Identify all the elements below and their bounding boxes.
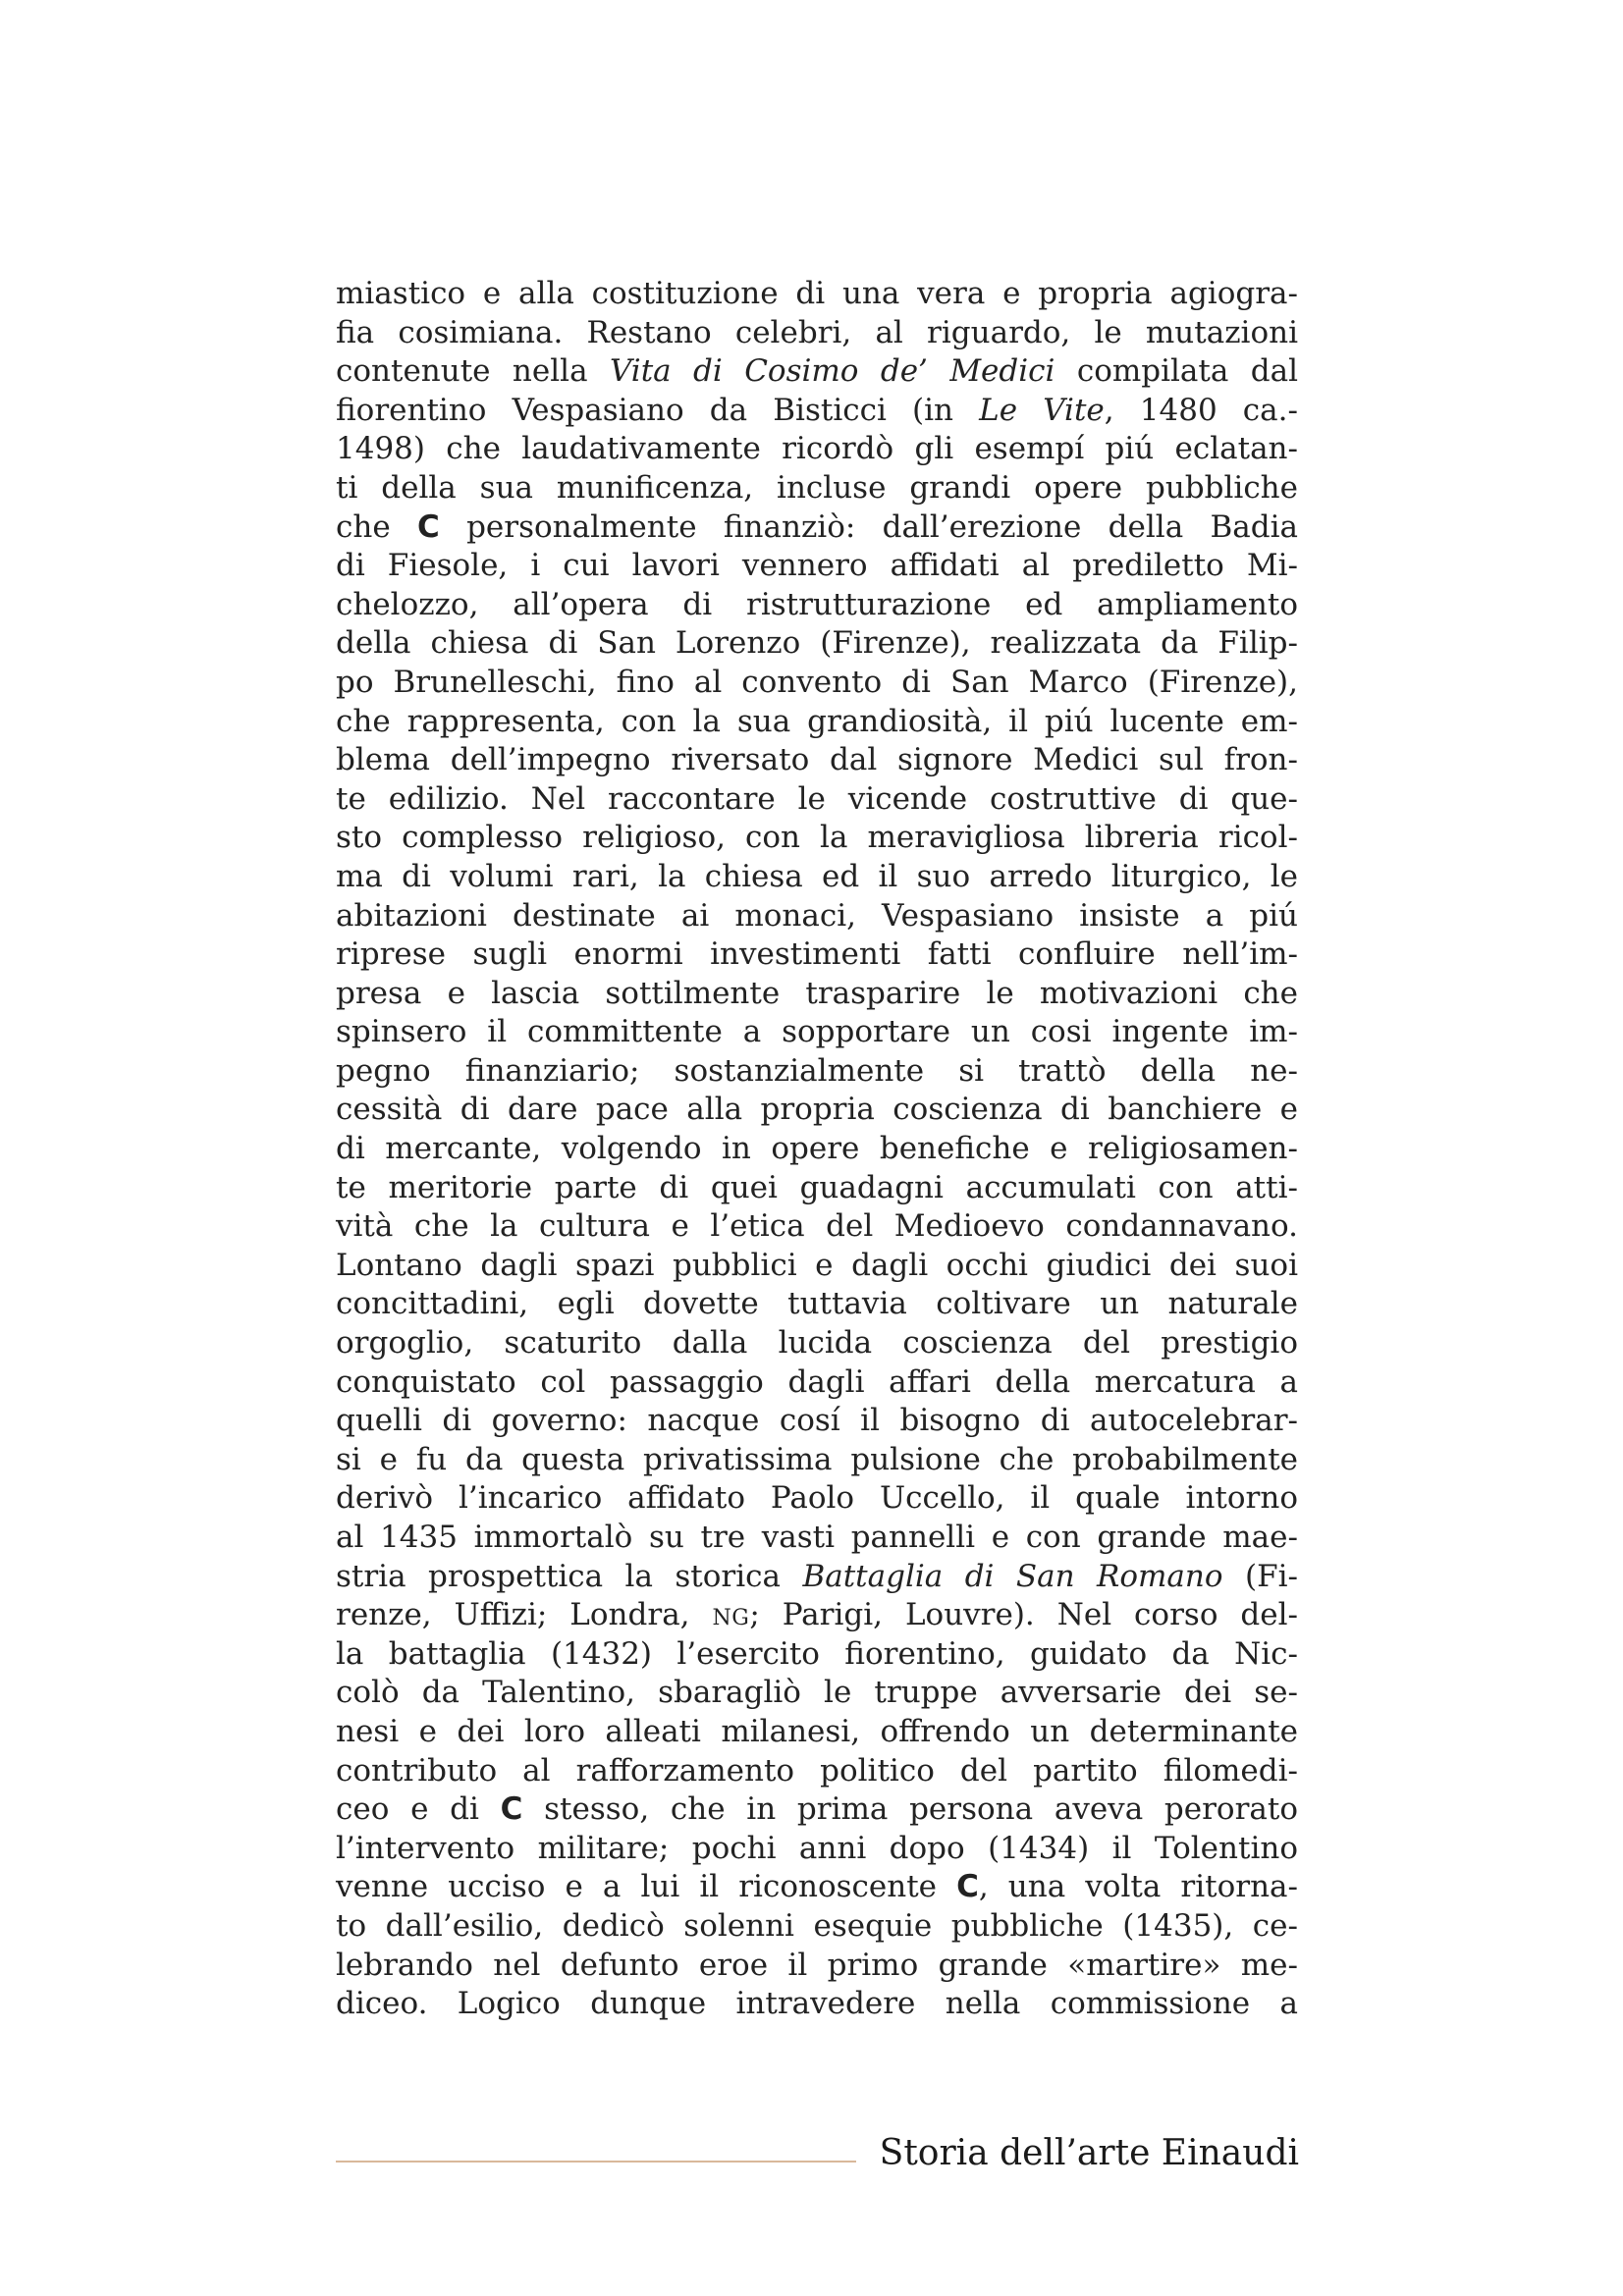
text-run: vità che la cultura e l’etica del Medioevo condannavano. bbox=[336, 1208, 1298, 1245]
text-run: ti della sua munificenza, incluse grandi opere pubbliche bbox=[336, 469, 1298, 506]
text-run: Lontano dagli spazi pubblici e dagli occhi giudici dei suoi bbox=[336, 1247, 1298, 1283]
text-run: personalmente finanziò: dall’erezione della Badia bbox=[439, 508, 1298, 545]
italic-title: Battaglia di San Romano bbox=[802, 1558, 1223, 1594]
text-line bbox=[336, 1596, 1298, 1635]
text-line bbox=[336, 1207, 1298, 1247]
text-line bbox=[336, 1790, 1298, 1830]
footer-rule bbox=[336, 2161, 856, 2163]
text-run: venne ucciso e a lui il riconoscente bbox=[336, 1869, 957, 1905]
text-run: riprese sugli enormi investimenti fatti confluire nell’im- bbox=[336, 936, 1298, 973]
text-line bbox=[336, 275, 1298, 314]
text-line bbox=[336, 1169, 1298, 1208]
text-line bbox=[336, 1324, 1298, 1363]
text-line bbox=[336, 1635, 1298, 1675]
text-run: renze, Uffizi; Londra, bbox=[336, 1597, 713, 1633]
text-line bbox=[336, 1363, 1298, 1403]
text-line bbox=[336, 975, 1298, 1014]
text-line bbox=[336, 1130, 1298, 1169]
text-run: conquistato col passaggio dagli affari della mercatura a bbox=[336, 1363, 1298, 1400]
text-run: lebrando nel defunto eroe il primo grande «martire» me- bbox=[336, 1947, 1298, 1983]
text-line bbox=[336, 741, 1298, 780]
text-run: po Brunelleschi, fino al convento di San Marco (Firenze), bbox=[336, 664, 1298, 700]
text-run: miastico e alla costituzione di una vera e propria agiogra- bbox=[336, 276, 1298, 311]
text-run: fiorentino Vespasiano da Bisticci (in bbox=[336, 392, 980, 428]
italic-title: Le Vite bbox=[979, 392, 1105, 428]
text-run: colò da Talentino, sbaragliò le truppe avversarie dei se- bbox=[336, 1675, 1298, 1711]
text-line bbox=[336, 1519, 1298, 1558]
text-run: di Fiesole, i cui lavori vennero affidati al prediletto Mi- bbox=[336, 548, 1298, 584]
text-line bbox=[336, 1479, 1298, 1519]
text-run: fia cosimiana. Restano celebri, al riguardo, le mutazioni bbox=[336, 314, 1298, 350]
text-run: te meritorie parte di quei guadagni accumulati con atti- bbox=[336, 1169, 1298, 1205]
text-run: quelli di governo: nacque cosí il bisogno di autocelebrar- bbox=[336, 1403, 1298, 1439]
text-run: (Fi- bbox=[1222, 1558, 1298, 1594]
text-line bbox=[336, 780, 1298, 820]
text-run: abitazioni destinate ai monaci, Vespasiano insiste a piú bbox=[336, 897, 1298, 934]
footer-series-title: Storia dell’arte Einaudi bbox=[879, 2133, 1299, 2173]
text-line bbox=[336, 664, 1298, 703]
text-line bbox=[336, 624, 1298, 664]
text-run: orgoglio, scaturito dalla lucida coscienza del prestigio bbox=[336, 1325, 1298, 1362]
text-line bbox=[336, 703, 1298, 742]
text-run: che rappresenta, con la sua grandiosità, il piú lucente em- bbox=[336, 703, 1298, 739]
text-run: , 1480 ca.- bbox=[1104, 392, 1298, 428]
text-line bbox=[336, 1830, 1298, 1869]
text-run: concittadini, egli dovette tuttavia coltivare un naturale bbox=[336, 1286, 1298, 1322]
text-line bbox=[336, 1907, 1298, 1947]
text-line bbox=[336, 1947, 1298, 1986]
text-line bbox=[336, 1713, 1298, 1752]
text-line bbox=[336, 1402, 1298, 1441]
text-run: contenute nella bbox=[336, 353, 610, 390]
text-line bbox=[336, 858, 1298, 897]
text-run: la battaglia (1432) l’esercito fiorentino, guidato da Nic- bbox=[336, 1635, 1298, 1672]
text-run: al 1435 immortalò su tre vasti pannelli e con grande mae- bbox=[336, 1520, 1298, 1555]
text-line bbox=[336, 547, 1298, 586]
text-line bbox=[336, 1441, 1298, 1480]
text-run: pegno finanziario; sostanzialmente si trattò della ne- bbox=[336, 1052, 1298, 1089]
text-run: l’intervento militare; pochi anni dopo (1434) il Tolentino bbox=[336, 1830, 1298, 1866]
text-run: blema dell’impegno riversato dal signore Medici sul fron- bbox=[336, 742, 1298, 778]
text-run: stesso, che in prima persona aveva perorato bbox=[522, 1791, 1298, 1828]
text-line bbox=[336, 1674, 1298, 1713]
text-run: , una volta ritorna- bbox=[978, 1869, 1298, 1905]
text-line bbox=[336, 1013, 1298, 1052]
text-run: che bbox=[336, 508, 417, 545]
text-run: nesi e dei loro alleati milanesi, offrendo un determinante bbox=[336, 1713, 1298, 1749]
text-run: contributo al rafforzamento politico del partito filomedi- bbox=[336, 1752, 1298, 1789]
text-line bbox=[336, 430, 1298, 469]
text-line bbox=[336, 469, 1298, 508]
text-line bbox=[336, 1985, 1298, 2024]
text-line bbox=[336, 897, 1298, 936]
text-line bbox=[336, 352, 1298, 392]
text-line bbox=[336, 935, 1298, 975]
text-line bbox=[336, 1752, 1298, 1791]
text-run: sto complesso religioso, con la meravigliosa libreria ricol- bbox=[336, 820, 1298, 856]
bold-initial: C bbox=[956, 1869, 979, 1905]
body-text bbox=[336, 275, 1298, 2024]
text-run: di mercante, volgendo in opere benefiche e religiosamen- bbox=[336, 1131, 1298, 1167]
text-line bbox=[336, 1052, 1298, 1092]
text-run: stria prospettica la storica bbox=[336, 1558, 803, 1594]
text-run: derivò l’incarico affidato Paolo Uccello, il quale intorno bbox=[336, 1480, 1298, 1517]
text-run: compilata dal bbox=[1055, 353, 1298, 390]
text-run: si e fu da questa privatissima pulsione che probabilmente bbox=[336, 1441, 1298, 1477]
text-line bbox=[336, 586, 1298, 625]
bold-initial: C bbox=[500, 1791, 523, 1828]
text-run: spinsero il committente a sopportare un cosi ingente im- bbox=[336, 1014, 1298, 1050]
text-line bbox=[336, 1247, 1298, 1286]
italic-title: Vita di Cosimo de’ Medici bbox=[609, 353, 1055, 390]
text-run: chelozzo, all’opera di ristrutturazione ed ampliamento bbox=[336, 586, 1298, 622]
text-run: della chiesa di San Lorenzo (Firenze), realizzata da Filip- bbox=[336, 625, 1298, 662]
bold-initial: C bbox=[417, 508, 440, 545]
text-run: diceo. Logico dunque intravedere nella commissione a bbox=[336, 1986, 1298, 2022]
text-line bbox=[336, 508, 1298, 548]
small-caps-abbr: ng bbox=[712, 1597, 750, 1633]
text-run: presa e lascia sottilmente trasparire le motivazioni che bbox=[336, 975, 1298, 1011]
text-run: cessità di dare pace alla propria coscienza di banchiere e bbox=[336, 1092, 1298, 1128]
text-run: ceo e di bbox=[336, 1791, 501, 1828]
text-line bbox=[336, 392, 1298, 431]
text-run: 1498) che laudativamente ricordò gli esempí piú eclatan- bbox=[336, 431, 1298, 467]
text-line bbox=[336, 819, 1298, 858]
text-line bbox=[336, 1868, 1298, 1907]
text-run: to dall’esilio, dedicò solenni esequie pubbliche (1435), ce- bbox=[336, 1907, 1298, 1944]
text-line bbox=[336, 1558, 1298, 1597]
text-run: ; Parigi, Louvre). Nel corso del- bbox=[749, 1597, 1299, 1633]
text-run: te edilizio. Nel raccontare le vicende costruttive di que- bbox=[336, 780, 1298, 817]
text-line bbox=[336, 1285, 1298, 1324]
text-run: ma di volumi rari, la chiesa ed il suo arredo liturgico, le bbox=[336, 858, 1298, 894]
text-line bbox=[336, 314, 1298, 353]
text-line bbox=[336, 1091, 1298, 1130]
